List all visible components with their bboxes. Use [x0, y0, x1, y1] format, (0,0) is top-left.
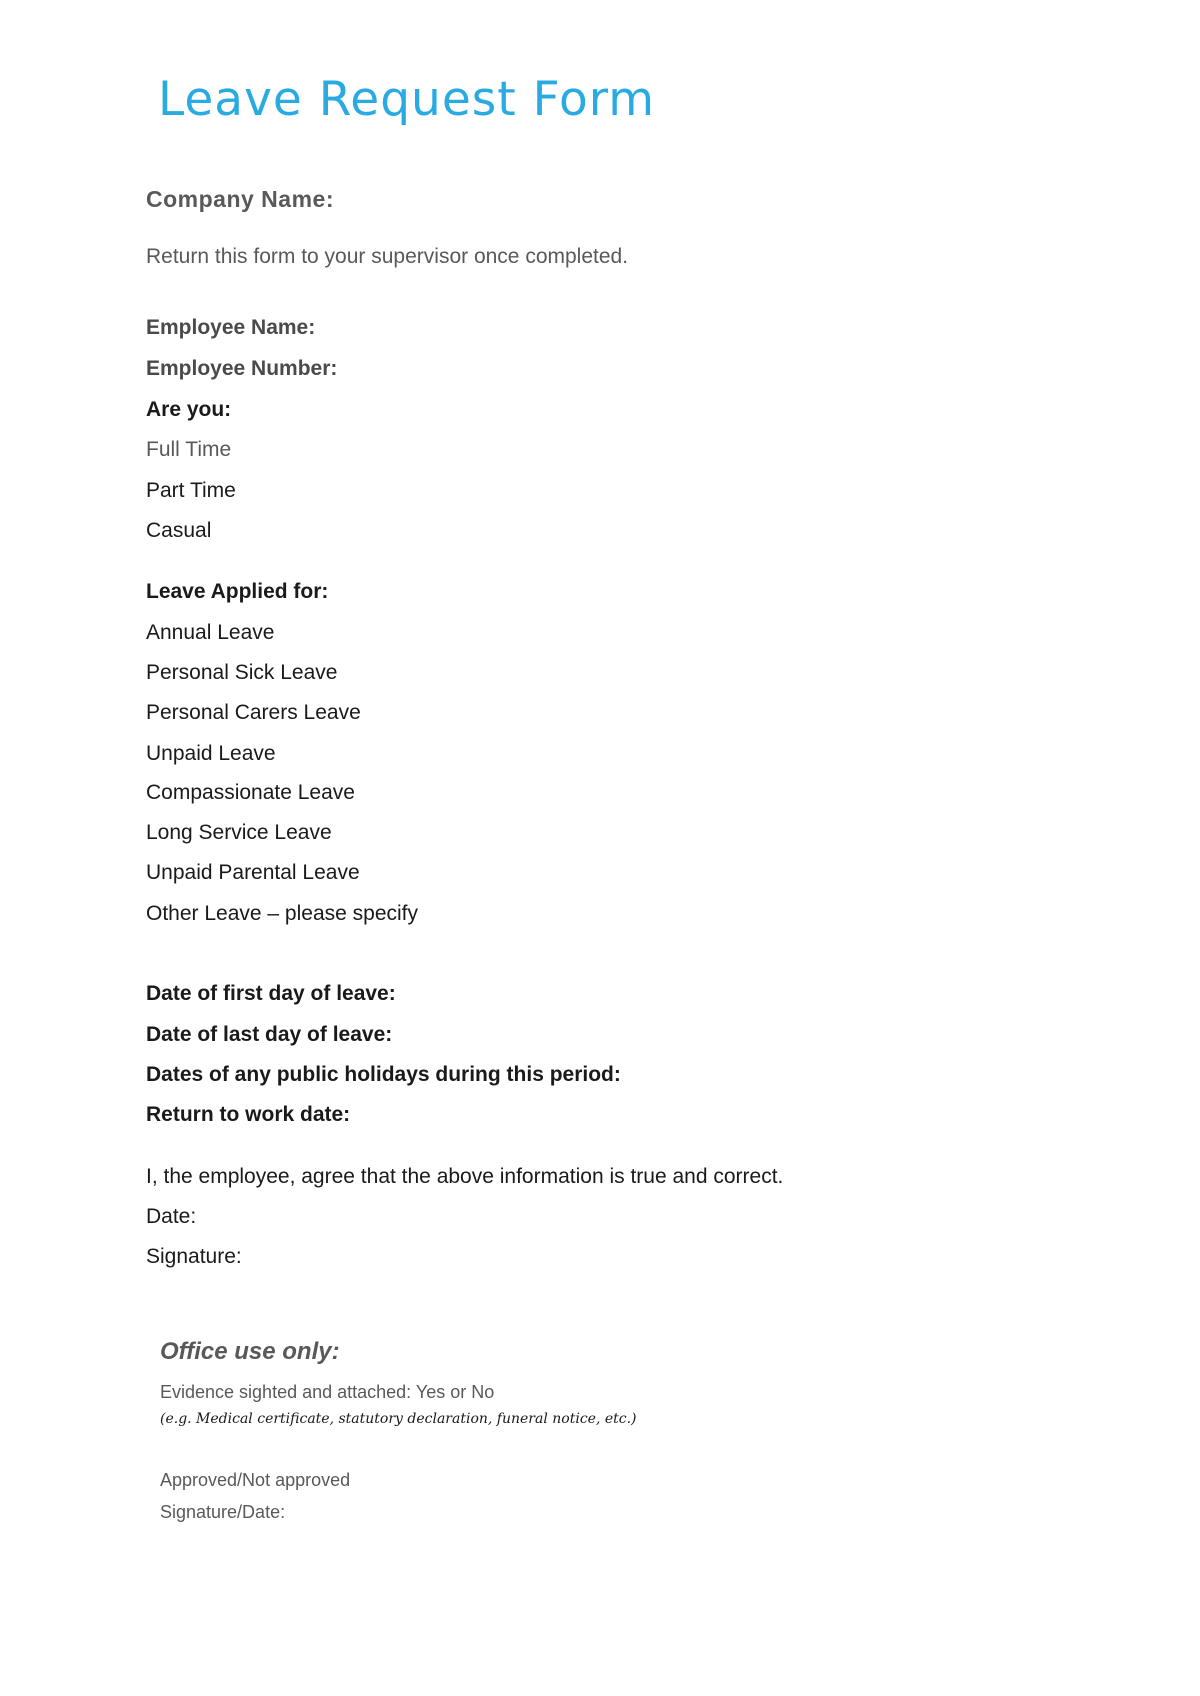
declaration-signature-label: Signature: — [146, 1245, 242, 1268]
option-personal-sick-leave[interactable]: Personal Sick Leave — [146, 661, 338, 684]
option-other-leave[interactable]: Other Leave – please specify — [146, 902, 418, 925]
option-compassionate-leave[interactable]: Compassionate Leave — [146, 781, 355, 804]
option-long-service-leave[interactable]: Long Service Leave — [146, 821, 332, 844]
option-casual[interactable]: Casual — [146, 519, 212, 542]
company-name-label: Company Name: — [146, 186, 334, 212]
option-unpaid-leave[interactable]: Unpaid Leave — [146, 742, 276, 765]
leave-type-label: Leave Applied for: — [146, 580, 329, 603]
declaration-date-label: Date: — [146, 1205, 197, 1228]
option-part-time[interactable]: Part Time — [146, 479, 236, 502]
option-personal-carers-leave[interactable]: Personal Carers Leave — [146, 701, 361, 724]
office-use-heading: Office use only: — [160, 1338, 340, 1365]
option-annual-leave[interactable]: Annual Leave — [146, 621, 275, 644]
evidence-note: (e.g. Medical certificate, statutory declaration, funeral notice, etc.) — [160, 1411, 637, 1427]
option-full-time[interactable]: Full Time — [146, 438, 232, 461]
employment-type-label: Are you: — [146, 398, 232, 421]
instruction-text: Return this form to your supervisor once completed. — [146, 245, 629, 268]
evidence-sighted-line: Evidence sighted and attached: Yes or No — [160, 1382, 495, 1402]
employee-number-label: Employee Number: — [146, 357, 338, 380]
form-title: Leave Request Form — [158, 72, 655, 127]
public-holidays-label: Dates of any public holidays during this period: — [146, 1063, 621, 1086]
declaration-statement: I, the employee, agree that the above information is true and correct. — [146, 1165, 784, 1188]
approval-line: Approved/Not approved — [160, 1470, 351, 1490]
employee-name-label: Employee Name: — [146, 316, 316, 339]
first-day-label: Date of first day of leave: — [146, 982, 396, 1005]
return-to-work-label: Return to work date: — [146, 1103, 351, 1126]
last-day-label: Date of last day of leave: — [146, 1023, 393, 1046]
option-unpaid-parental-leave[interactable]: Unpaid Parental Leave — [146, 861, 360, 884]
office-signature-date-line: Signature/Date: — [160, 1502, 286, 1522]
